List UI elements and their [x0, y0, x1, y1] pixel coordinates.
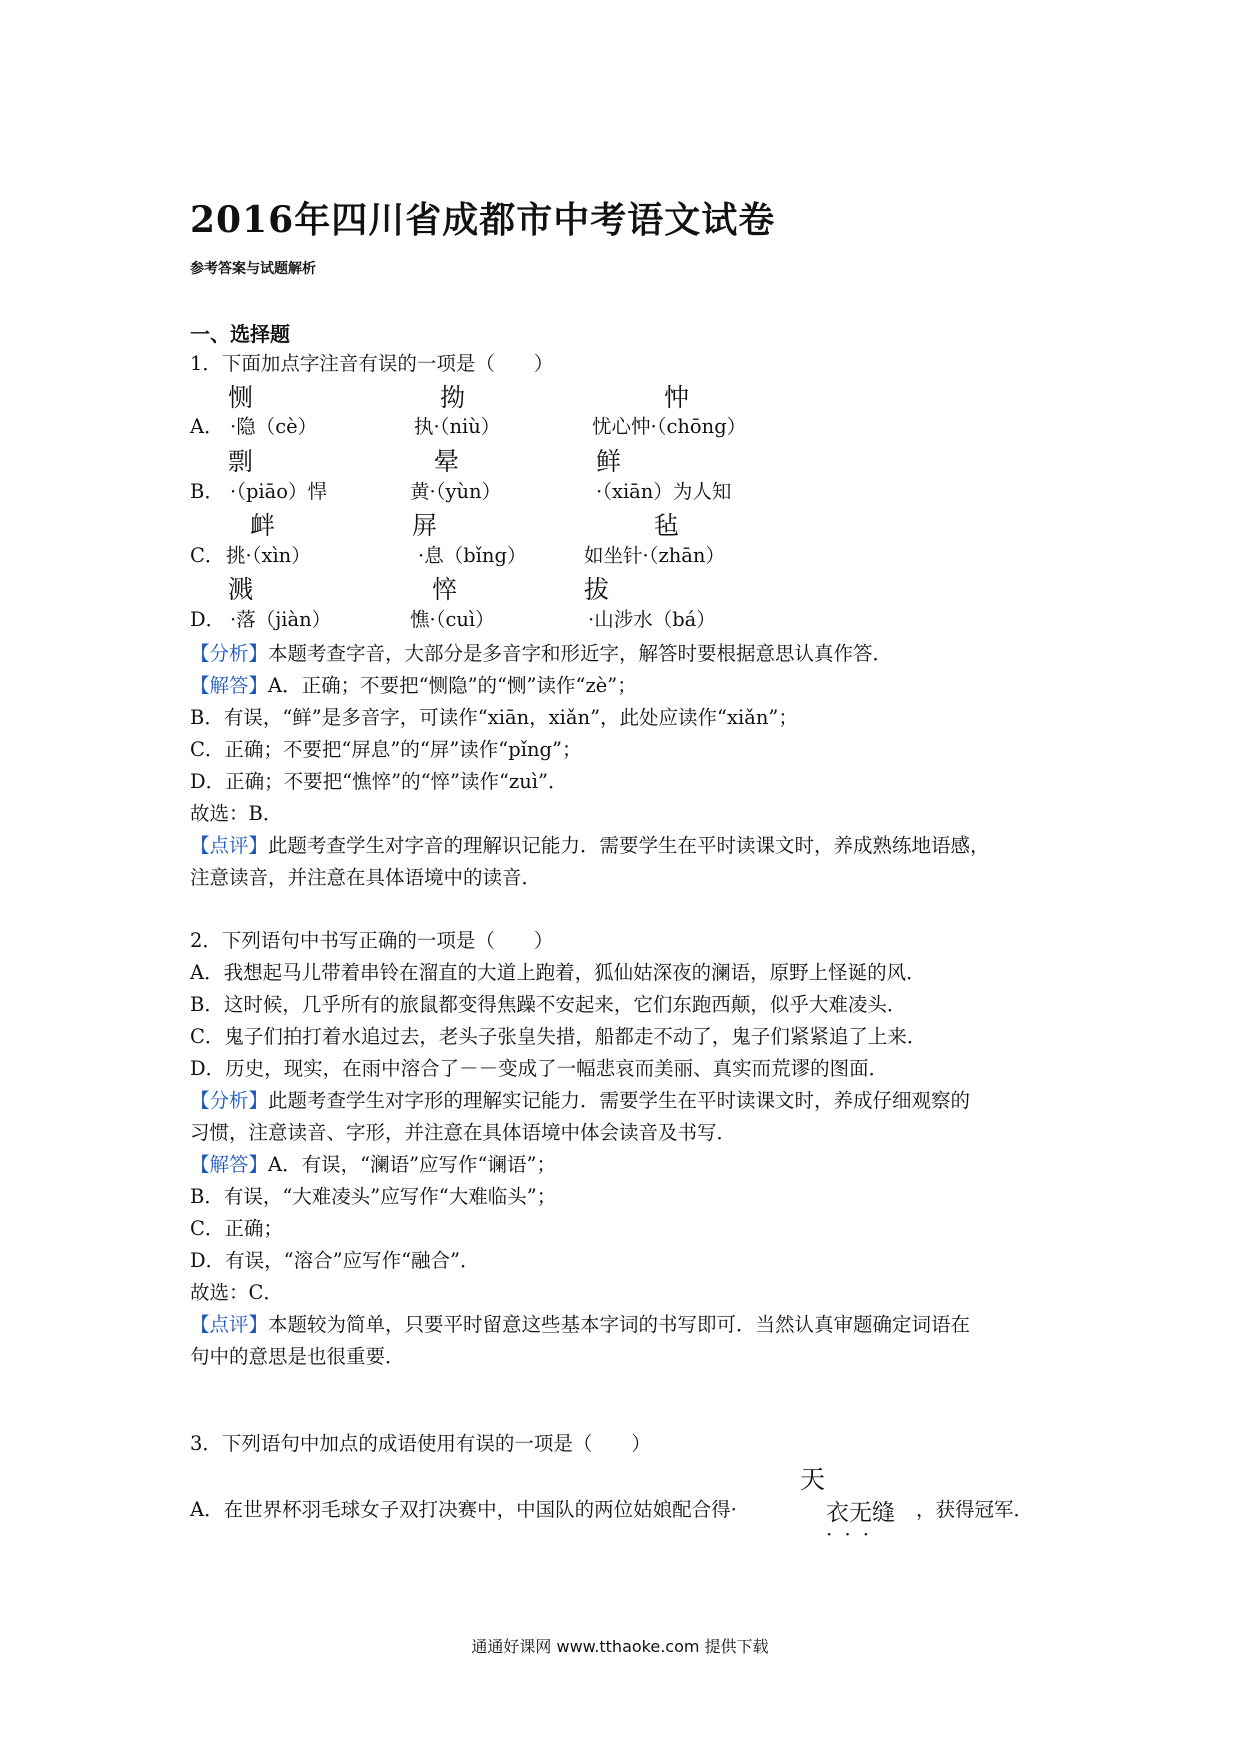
page-title: 2016年四川省成都市中考语文试卷 — [190, 199, 776, 241]
q2-choice: 故选：C． — [190, 1281, 283, 1304]
q1-raised-char: 悴 — [432, 575, 458, 604]
q2-analysis-line: 习惯，注意读音、字形，并注意在具体语境中体会读音及书写． — [190, 1121, 737, 1144]
q1-option-d-label: D． — [190, 608, 226, 631]
q1-option-d-item: ·落（jiàn） — [230, 608, 332, 631]
comment-tag: 【点评】 — [190, 1313, 269, 1336]
q1-raised-char: 拗 — [440, 383, 466, 412]
q2-option-a: A．我想起马儿带着串铃在溜直的大道上跑着，狐仙姑深夜的澜语，原野上怪诞的风． — [190, 961, 926, 984]
q1-raised-char: 恻 — [228, 383, 254, 412]
q1-raised-char: 拔 — [584, 575, 610, 604]
q1-comment-line: 注意读音，并注意在具体语境中的读音． — [190, 866, 542, 889]
q3-raised-char: 天 — [800, 1465, 826, 1494]
q1-option-b-label: B． — [190, 480, 224, 503]
q1-option-c-item: 挑·（xìn） — [226, 544, 311, 567]
emphasis-dots: ··· — [826, 1522, 882, 1546]
q1-option-c-item: 如坐针·（zhān） — [584, 544, 725, 567]
analysis-tag: 【分析】 — [190, 642, 269, 665]
q2-option-c: C．鬼子们拍打着水追过去，老头子张皇失措，船都走不动了，鬼子们紧紧追了上来． — [190, 1025, 927, 1048]
q1-stem: 1．下面加点字注音有误的一项是（ ） — [190, 352, 554, 375]
q1-raised-char: 剽 — [228, 447, 254, 476]
comment-tag: 【点评】 — [190, 834, 269, 857]
q1-raised-char: 忡 — [664, 383, 690, 412]
answer-text: A．有误，“澜语”应写作“谰语”； — [268, 1153, 556, 1176]
q1-raised-char: 晕 — [434, 447, 460, 476]
q1-option-b-item: 黄·（yùn） — [410, 480, 502, 503]
q2-answer-line: D．有误，“溶合”应写作“融合”． — [190, 1249, 480, 1272]
q1-raised-char: 毡 — [654, 511, 680, 540]
footer-source: 通通好课网 www.tthaoke.com 提供下载 — [471, 1637, 769, 1656]
analysis-text: 此题考查学生对字形的理解实记能力．需要学生在平时读课文时，养成仔细观察的 — [268, 1089, 971, 1112]
answer-tag: 【解答】 — [190, 674, 269, 697]
q3-idiom: 衣无缝 — [826, 1500, 895, 1526]
q1-raised-char: 屏 — [412, 511, 438, 540]
q1-answer — [190, 672, 637, 700]
q2-comment — [190, 1311, 970, 1339]
q1-answer-line: B．有误，“鲜”是多音字，可读作“xiān，xiǎn”，此处应读作“xiǎn”； — [190, 706, 798, 729]
q2-option-b: B．这时候，几乎所有的旅鼠都变得焦躁不安起来，它们东跑西颠，似乎大难凌头． — [190, 993, 907, 1016]
q1-choice: 故选：B． — [190, 802, 283, 825]
q1-answer-line: D．正确；不要把“憔悴”的“悴”读作“zuì”． — [190, 770, 568, 793]
analysis-tag: 【分析】 — [190, 1089, 269, 1112]
q1-option-d-item: 憔·（cuì） — [410, 608, 495, 631]
q1-option-c-item: ·息（bǐng） — [418, 544, 527, 567]
q1-option-a-item: 执·（niù） — [414, 415, 501, 438]
q1-comment — [190, 832, 990, 860]
q1-option-a-item: 忧心忡·（chōng） — [592, 415, 747, 438]
q3-stem: 3．下列语句中加点的成语使用有误的一项是（ ） — [190, 1432, 651, 1455]
q1-option-b-item: ·（xiān）为人知 — [596, 480, 732, 503]
q1-option-c-label: C． — [190, 544, 225, 567]
section-heading: 一、选择题 — [190, 322, 290, 346]
q2-stem: 2．下列语句中书写正确的一项是（ ） — [190, 929, 554, 952]
q2-answer-line: C．正确； — [190, 1217, 283, 1240]
q3-option-a: A．在世界杯羽毛球女子双打决赛中，中国队的两位姑娘配合得· — [190, 1498, 737, 1521]
q1-raised-char: 鲜 — [596, 447, 622, 476]
comment-text: 此题考查学生对字音的理解识记能力．需要学生在平时读课文时，养成熟练地语感， — [268, 834, 990, 857]
q1-option-d-item: ·山涉水（bá） — [588, 608, 716, 631]
q1-answer-line: C．正确；不要把“屏息”的“屏”读作“pǐng”； — [190, 738, 582, 761]
q1-option-a-label: A． — [190, 415, 224, 438]
q2-analysis — [190, 1087, 970, 1115]
q1-raised-char: 溅 — [228, 575, 254, 604]
page-subtitle: 参考答案与试题解析 — [190, 261, 316, 277]
q1-analysis — [190, 640, 892, 668]
answer-text: A．正确；不要把“恻隐”的“恻”读作“zè”； — [268, 674, 637, 697]
q1-raised-char: 衅 — [250, 511, 276, 540]
q2-answer-line: B．有误，“大难凌头”应写作“大难临头”； — [190, 1185, 557, 1208]
q1-option-a-item: ·隐（cè） — [230, 415, 318, 438]
q2-comment-line: 句中的意思是也很重要． — [190, 1345, 405, 1368]
answer-tag: 【解答】 — [190, 1153, 269, 1176]
analysis-text: 本题考查字音，大部分是多音字和形近字，解答时要根据意思认真作答． — [268, 642, 893, 665]
q2-option-d: D．历史，现实，在雨中溶合了－－变成了一幅悲哀而美丽、真实而荒谬的图面． — [190, 1057, 889, 1080]
q2-answer — [190, 1151, 556, 1179]
comment-text: 本题较为简单，只要平时留意这些基本字词的书写即可．当然认真审题确定词语在 — [268, 1313, 971, 1336]
q3-option-a-end: ，获得冠军． — [916, 1498, 1034, 1521]
q1-option-b-item: ·（piāo）悍 — [230, 480, 328, 503]
